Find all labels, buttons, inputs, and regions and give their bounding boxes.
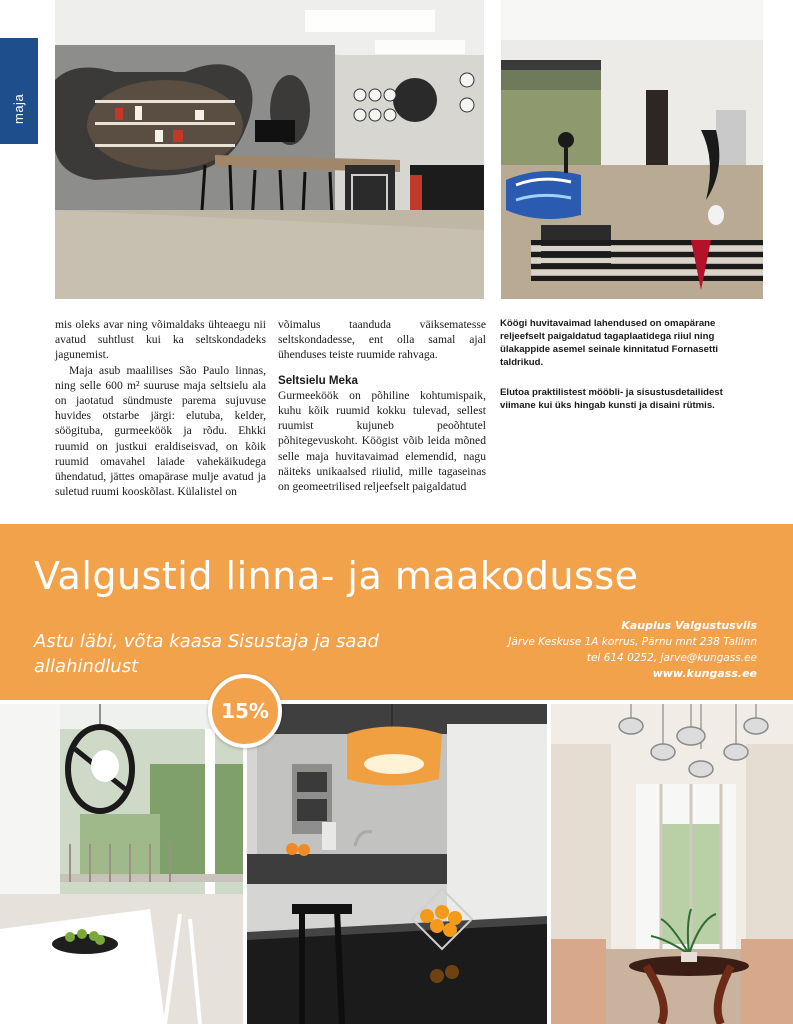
ad-offer-text: Astu läbi, võta kaasa Sisustaja ja saad allahindlust [34,631,379,677]
advertisement [0,524,793,1024]
section-tab [0,38,38,144]
photo-caption-living-room: Elutoa praktilistest mööbli- ja sisustusdetailidest viimane kui üks hingab kunsti ja disaini rütmis. [500,387,723,411]
store-phone-email[interactable]: tel 614 0252, jarve@kungass.ee [586,652,757,664]
store-website-link[interactable]: www.kungass.ee [652,667,757,680]
ad-contact [508,618,757,682]
paragraph: võimalus taanduda väiksematesse seltskondadesse, ent olla samal ajal ühenduses teiste ruumide rahvaga. [278,318,486,362]
article-column-1 [55,317,266,499]
pendant-lamp-photo-dining [0,704,243,1024]
paragraph: Gurmeeköök on põhiline kohtumispaik, kuhu kõik ruumid kokku tulevad, sellest ruumist kujuneb peoõhtutel põhitegevuskoht. Köögist võib leida mõned selle maja huvitavaimad elemendid, nagu näiteks unikaalsed riiulid, mille tagaseinas on geomeetrilised reljeefselt paigaldatud [278,388,486,494]
ad-headline: Valgustid linna- ja maakodusse [34,554,639,598]
section-heading: Seltsielu Meka [278,373,358,387]
store-name: Kauplus Valgustusviis [621,619,757,632]
photo-caption-kitchen: Köögi huvitavaimad lahendused on omapärane reljeefselt paigaldatud tagaplaatidega riiul ning ülakappide asemel seinale kinnitatud Fornasetti taldrikud. [500,318,719,368]
pendant-lamp-photo-kitchen [247,704,547,1024]
store-address: Järve Keskuse 1A korrus, Pärnu mnt 238 Tallinn [508,636,757,648]
article-column-2 [278,317,486,494]
discount-badge: 15% [208,674,282,748]
paragraph: mis oleks avar ning võimaldaks ühteaegu nii avatud suhtlust kui ka seltskondadeks jagunemist. [55,318,266,362]
paragraph: Maja asub maalilises São Paulo linnas, ning selle 600 m² suuruse maja seltsielu ala on jaotatud sündmuste parema sujuvuse huvides otstarbe järgi: elutuba, kelder, söögituba, gurmeeköök ja rõdu. Ehkki ruumid on justkui eraldiseisvad, on kõik ruumid omavahel laiade vahekäikudega ühendatud, jättes omapärase mulje avatud ja suletud ruumi kooskõlast. Külalistel on [55,363,266,499]
kitchen-photo [55,0,484,299]
living-room-photo [501,0,763,299]
ad-banner [0,524,793,700]
pendant-lamp-photo-living-room [551,704,793,1024]
section-tab-label: maja [11,93,26,124]
